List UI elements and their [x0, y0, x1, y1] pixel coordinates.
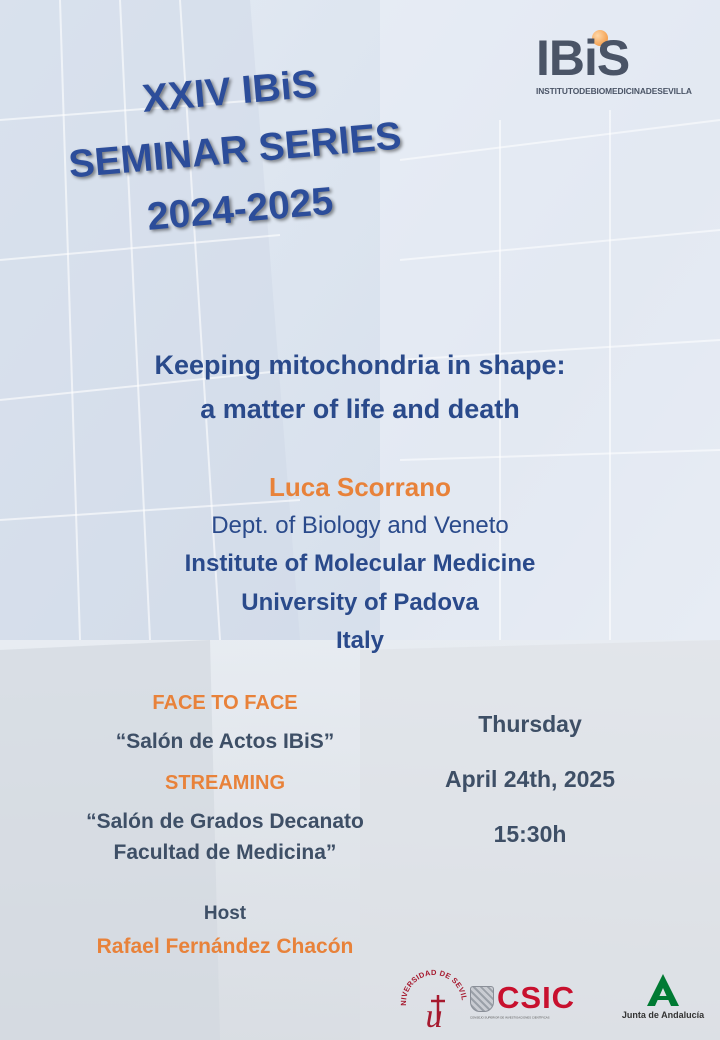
affiliation-line2: Institute of Molecular Medicine	[184, 550, 536, 577]
host-label: Host	[203, 903, 247, 924]
host-name: Rafael Fernández Chacón	[96, 935, 354, 958]
streaming-label: STREAMING	[165, 772, 285, 794]
series-title-line1: XXIV IBiS	[140, 62, 320, 121]
series-title-line3: 2024-2025	[145, 179, 335, 239]
seminar-day: Thursday	[478, 711, 582, 737]
series-title-line2: SEMINAR SERIES	[66, 114, 404, 187]
csic-logo	[470, 980, 606, 1024]
streaming-venue-line2: Facultad de Medicina”	[113, 841, 337, 864]
affiliation-line4: Italy	[335, 627, 385, 654]
junta-text: Junta de Andalucía	[621, 1010, 705, 1020]
us-seal-text: NIVERSIDAD DE SEVIL	[398, 967, 469, 1006]
us-seal-icon	[398, 965, 470, 1031]
face-to-face-label: FACE TO FACE	[152, 692, 298, 714]
svg-text:u: u	[425, 998, 443, 1031]
ibis-logo-subtitle: INSTITUTODEBIOMEDICINADESEVILLA	[536, 86, 692, 96]
us-logo	[398, 965, 470, 1031]
talk-title-line2: a matter of life and death	[200, 394, 520, 424]
csic-subtitle: CONSEJO SUPERIOR DE INVESTIGACIONES CIENTÍFICAS	[470, 1016, 550, 1020]
ibis-logo-mark: IBiS	[536, 30, 630, 86]
streaming-venue-line1: “Salón de Grados Decanato	[86, 810, 364, 833]
ibis-logo	[520, 22, 710, 102]
junta-a-icon	[645, 972, 681, 1008]
affiliation-line1: Dept. of Biology and Veneto	[211, 512, 509, 539]
face-to-face-venue: “Salón de Actos IBiS”	[115, 730, 335, 753]
talk-title-line1: Keeping mitochondria in shape:	[154, 350, 566, 380]
seminar-time: 15:30h	[493, 821, 567, 847]
csic-emblem-icon	[470, 986, 494, 1012]
junta-logo	[618, 972, 708, 1032]
csic-wordmark: CSIC	[497, 980, 576, 1015]
talk-title	[0, 343, 720, 431]
seminar-date: April 24th, 2025	[444, 766, 616, 792]
speaker-name: Luca Scorrano	[268, 472, 452, 502]
affiliation-line3: University of Padova	[241, 589, 479, 616]
